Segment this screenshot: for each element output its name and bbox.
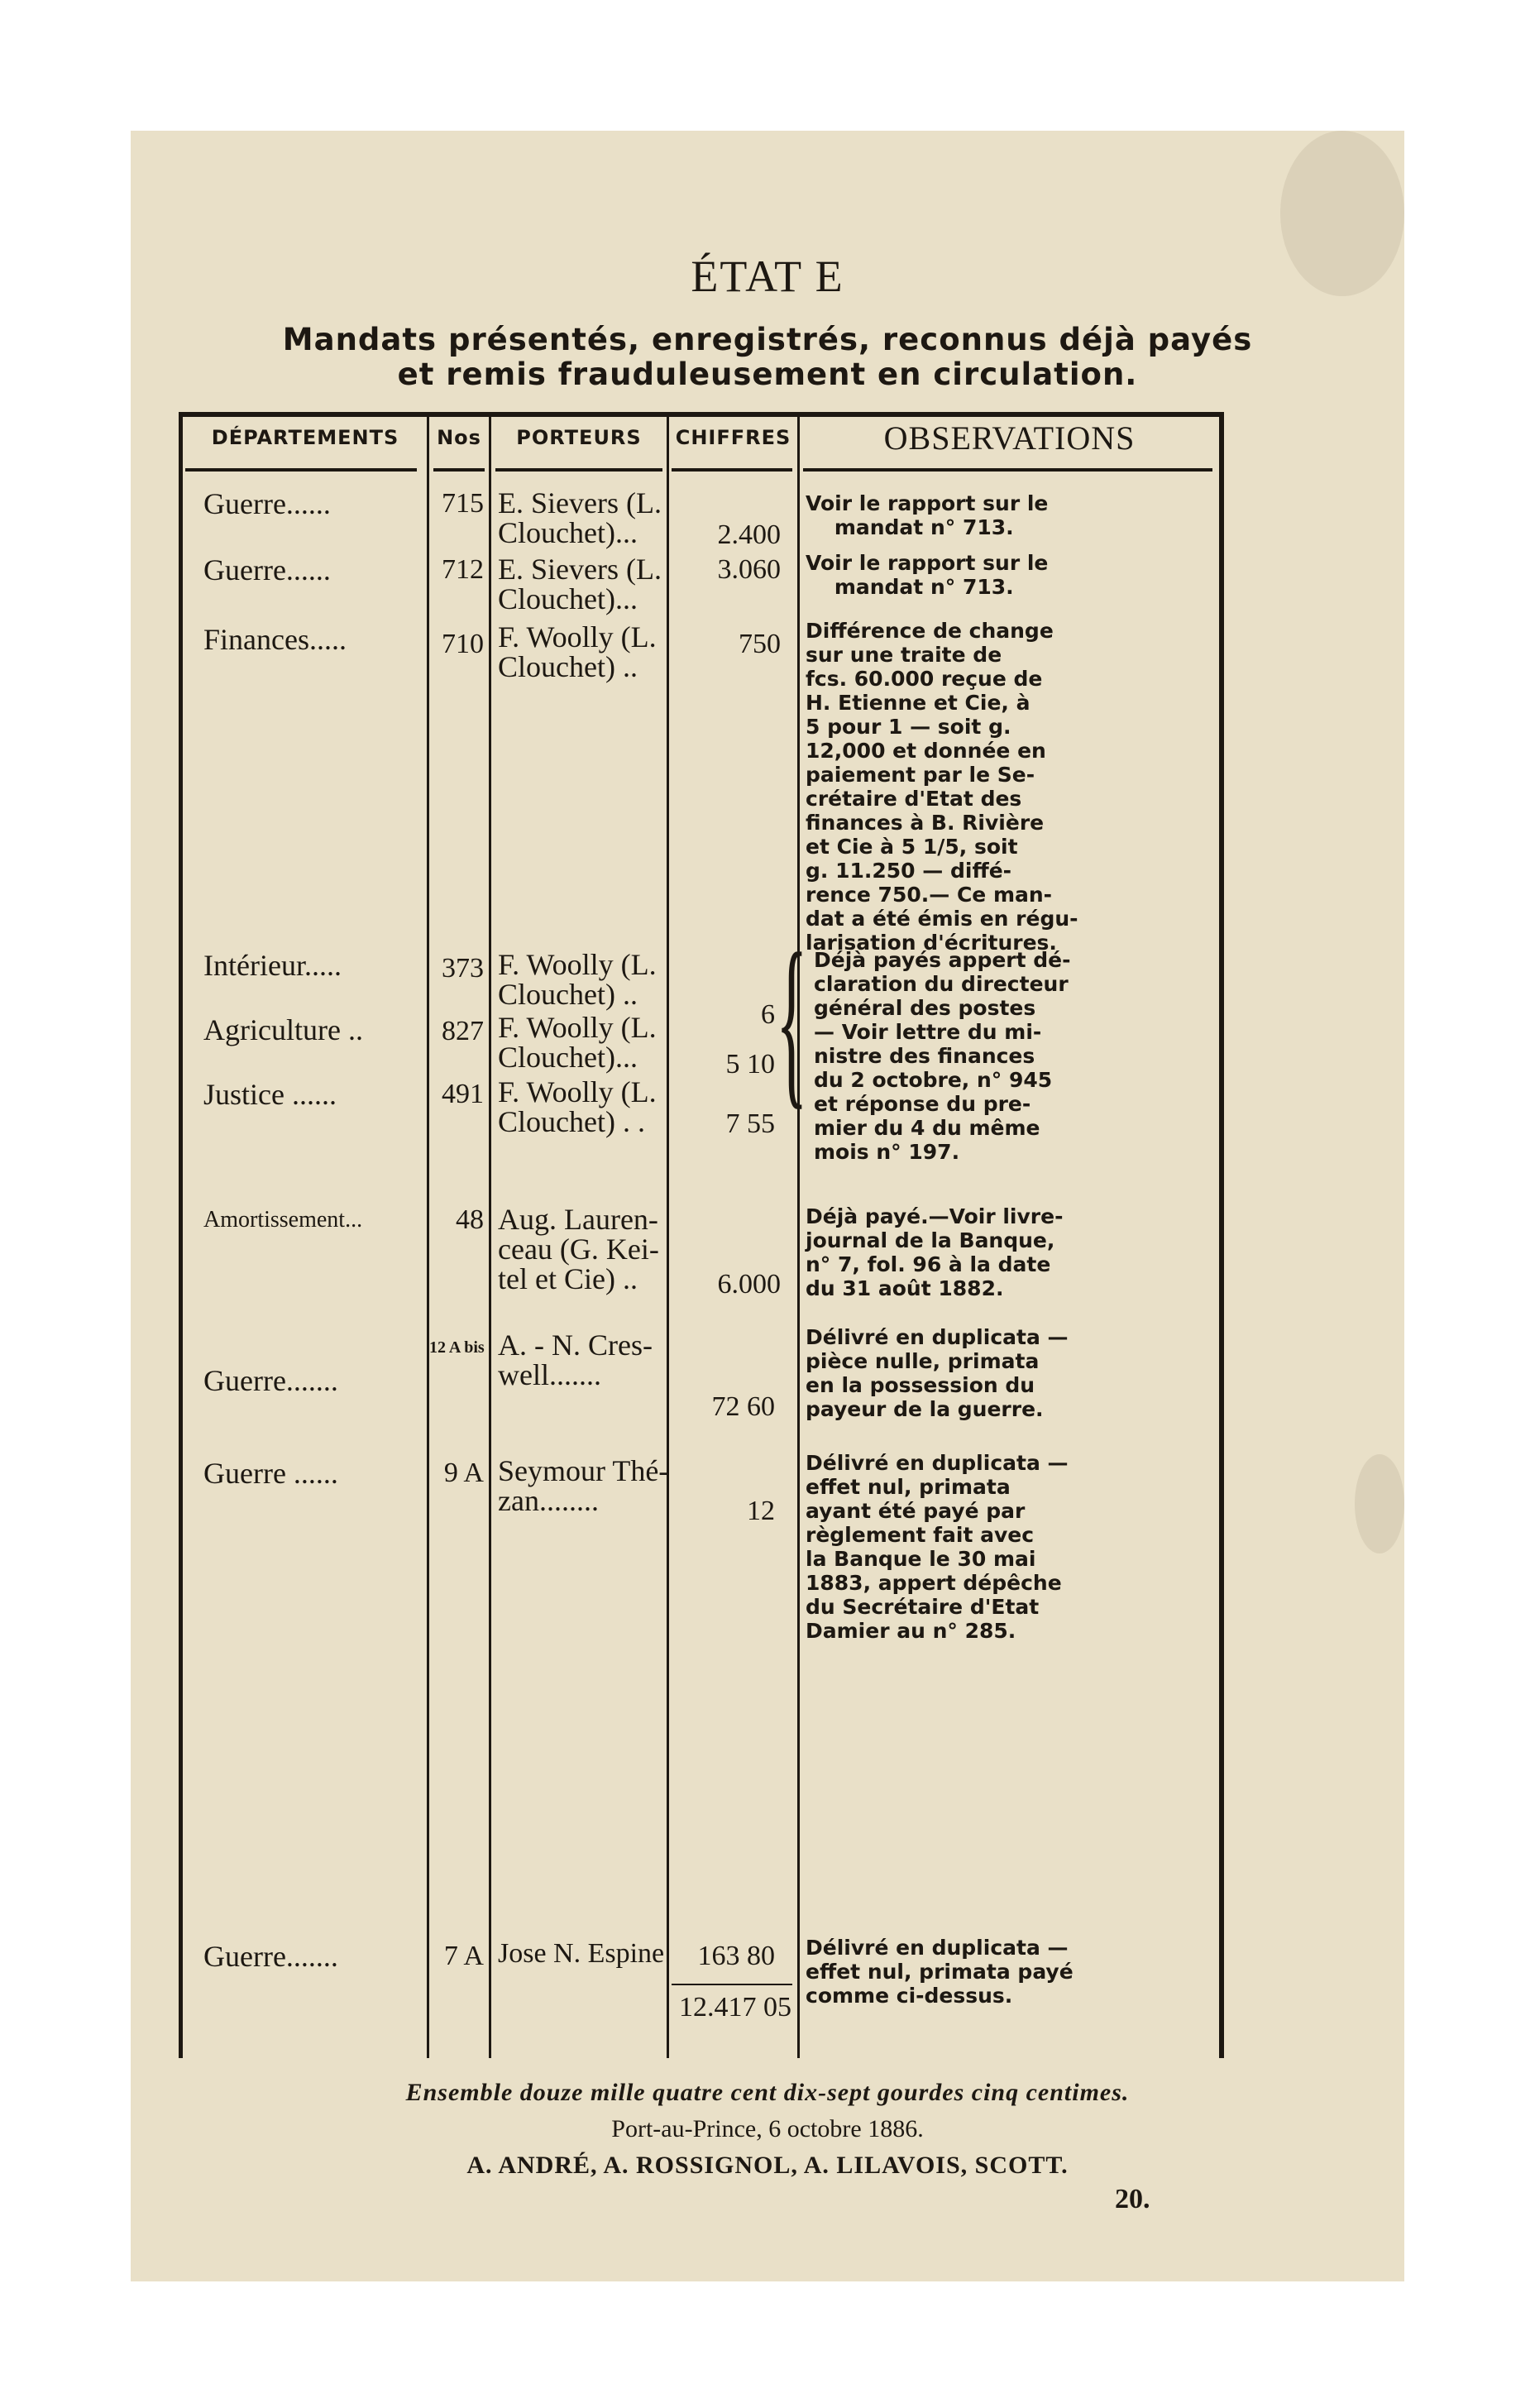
cell-chiffre: 6.000 bbox=[717, 1269, 781, 1300]
ensemble-line: Ensemble douze mille quatre cent dix-sept gourdes cinq centimes. bbox=[405, 2079, 1130, 2106]
subtitle-line-2: et remis frauduleusement en circulation. bbox=[397, 357, 1138, 392]
cell-chiffre: 72 60 bbox=[711, 1391, 775, 1422]
cell-chiffre: 750 bbox=[739, 629, 781, 659]
column-rule bbox=[797, 412, 800, 2058]
cell-numero: 7 A bbox=[443, 1941, 484, 1971]
cell-porteur: F. Woolly (L. Clouchet) .. bbox=[498, 620, 657, 683]
cell-chiffre: 2.400 bbox=[717, 519, 781, 550]
cell-chiffre: 12 bbox=[747, 1496, 775, 1526]
cell-porteur: F. Woolly (L. Clouchet)... bbox=[498, 1011, 657, 1074]
total-chiffres: 12.417 05 bbox=[679, 1992, 791, 2023]
cell-departement: Guerre....... bbox=[203, 1940, 338, 1973]
cell-chiffre: 5 10 bbox=[725, 1049, 775, 1080]
cell-departement: Amortissement... bbox=[203, 1207, 363, 1233]
page-subtitle bbox=[131, 323, 1404, 392]
lieu-date-line: Port-au-Prince, 6 octobre 1886. bbox=[611, 2115, 924, 2142]
header-observations: OBSERVATIONS bbox=[883, 419, 1136, 457]
cell-porteur: F. Woolly (L. Clouchet) .. bbox=[498, 948, 657, 1011]
cell-porteur: E. Sievers (L. Clouchet)... bbox=[498, 486, 662, 549]
header-rule bbox=[433, 468, 485, 472]
cell-numero: 710 bbox=[442, 629, 484, 659]
column-rule bbox=[489, 412, 491, 2058]
cell-observation: Déjà payé.—Voir livre- journal de la Banque, n° 7, fol. 96 à la date du 31 août 1882. bbox=[806, 1204, 1064, 1300]
header-chiffres: CHIFFRES bbox=[675, 426, 791, 449]
cell-observation: Déjà payés appert dé- claration du directeur général des postes — Voir lettre du mi- nistre des finances du 2 octobre, n° 945 et réponse du pre- mier du 4 du même mois n° 197. bbox=[814, 948, 1071, 1164]
cell-numero: 12 A bis bbox=[429, 1338, 485, 1357]
cell-chiffre: 3.060 bbox=[717, 554, 781, 585]
total-rule bbox=[672, 1984, 792, 1985]
page-number: 20. bbox=[1115, 2184, 1150, 2214]
cell-departement: Guerre...... bbox=[203, 487, 331, 520]
cell-numero: 373 bbox=[442, 953, 484, 984]
cell-chiffre: 6 bbox=[761, 999, 775, 1030]
footer bbox=[131, 2075, 1404, 2184]
cell-observation: Délivré en duplicata — effet nul, primata payé comme ci-dessus. bbox=[806, 1936, 1074, 2008]
cell-numero: 712 bbox=[442, 554, 484, 585]
cell-observation: Voir le rapport sur le mandat n° 713. bbox=[806, 491, 1049, 539]
header-rule bbox=[672, 468, 792, 472]
cell-porteur: E. Sievers (L. Clouchet)... bbox=[498, 553, 662, 615]
cell-chiffre: 163 80 bbox=[697, 1941, 775, 1971]
header-departements: DÉPARTEMENTS bbox=[211, 426, 399, 449]
cell-numero: 491 bbox=[442, 1079, 484, 1109]
cell-numero: 9 A bbox=[443, 1458, 484, 1488]
header-rule bbox=[495, 468, 662, 472]
header-rule bbox=[185, 468, 417, 472]
cell-departement: Finances..... bbox=[203, 623, 347, 656]
cell-departement: Justice ...... bbox=[203, 1078, 337, 1111]
cell-observation: Voir le rapport sur le mandat n° 713. bbox=[806, 551, 1049, 599]
header-rule bbox=[803, 468, 1212, 472]
cell-numero: 48 bbox=[456, 1204, 484, 1235]
subtitle-line-1: Mandats présentés, enregistrés, reconnus déjà payés bbox=[282, 322, 1253, 357]
cell-porteur: A. - N. Cres- well....... bbox=[498, 1328, 653, 1391]
cell-porteur: F. Woolly (L. Clouchet) . . bbox=[498, 1075, 657, 1138]
cell-porteur: Jose N. Espine bbox=[498, 1938, 665, 1969]
page-title: ÉTAT E bbox=[691, 251, 844, 301]
cell-chiffre: 7 55 bbox=[725, 1108, 775, 1139]
stain bbox=[1355, 1454, 1404, 1553]
cell-departement: Intérieur..... bbox=[203, 949, 342, 982]
cell-observation: Différence de change sur une traite de fcs. 60.000 reçue de H. Etienne et Cie, à 5 pour 1 — soit g. 12,000 et donnée en paiement par le Se- crétaire d'Etat des finances à B. Rivière et Cie à 5 1/5, soit g. 11.250 — diffé- rence 750.— Ce man- dat a été émis en régu- larisation d'écritures. bbox=[806, 619, 1078, 955]
table-left-rule bbox=[179, 412, 183, 2058]
cell-numero: 715 bbox=[442, 488, 484, 519]
table-right-rule bbox=[1219, 412, 1224, 2058]
signataires-line: A. ANDRÉ, A. ROSSIGNOL, A. LILAVOIS, SCOTT. bbox=[466, 2152, 1069, 2179]
cell-numero: 827 bbox=[442, 1016, 484, 1046]
header-porteurs: PORTEURS bbox=[516, 426, 642, 449]
cell-porteur: Seymour Thé- zan........ bbox=[498, 1454, 669, 1517]
mandats-table bbox=[179, 412, 1224, 2058]
cell-departement: Guerre ...... bbox=[203, 1457, 338, 1490]
cell-observation: Délivré en duplicata — effet nul, primata ayant été payé par règlement fait avec la Banque le 30 mai 1883, appert dépêche du Secrétaire d'Etat Damier au n° 285. bbox=[806, 1451, 1069, 1643]
cell-observation: Délivré en duplicata — pièce nulle, primata en la possession du payeur de la guerre. bbox=[806, 1325, 1069, 1421]
cell-departement: Guerre....... bbox=[203, 1364, 338, 1397]
header-numeros: Nos bbox=[437, 426, 481, 449]
document-page bbox=[131, 131, 1404, 2281]
cell-departement: Agriculture .. bbox=[203, 1013, 363, 1046]
cell-porteur: Aug. Lauren- ceau (G. Kei- tel et Cie) .. bbox=[498, 1203, 659, 1295]
cell-departement: Guerre...... bbox=[203, 553, 331, 586]
brace-mark: { bbox=[776, 914, 808, 1125]
